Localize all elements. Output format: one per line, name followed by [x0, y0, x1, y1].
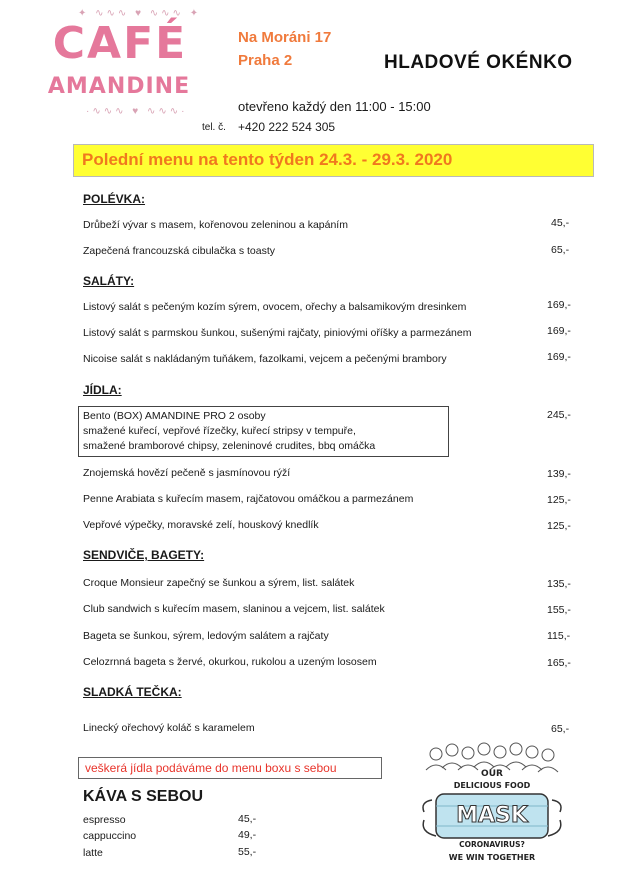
menu-item: Zapečená francouzská cibulačka s toasty — [83, 245, 276, 257]
coffee-price: 49,- — [238, 829, 257, 841]
page-title: HLADOVÉ OKÉNKO — [384, 52, 573, 73]
menu-item-price: 115,- — [547, 630, 571, 642]
crowd-doodle — [426, 743, 558, 772]
section-title-meals: JÍDLA: — [83, 383, 122, 397]
coffee-item: latte — [83, 847, 103, 859]
weekly-menu-banner: Polední menu na tento týden 24.3. - 29.3. 2020 — [73, 144, 594, 177]
menu-item-price: 169,- — [547, 351, 571, 363]
mask-text-together: WE WIN TOGETHER — [448, 853, 536, 862]
menu-item: Linecký ořechový koláč s karamelem — [83, 722, 255, 734]
section-title-salads: SALÁTY: — [83, 274, 135, 288]
phone-number: +420 222 524 305 — [238, 120, 336, 134]
takeaway-notice: veškerá jídla podáváme do menu boxu s sebou — [78, 757, 382, 779]
phone-label: tel. č. — [202, 122, 226, 133]
menu-item: Listový salát s parmskou šunkou, sušenými rajčaty, piniovými oříšky a parmezánem — [83, 327, 472, 339]
menu-item-price: 65,- — [551, 244, 570, 256]
coffee-item: cappuccino — [83, 830, 137, 842]
mask-text-word: MASK — [456, 803, 528, 828]
menu-item-price: 135,- — [547, 578, 571, 590]
menu-item-price: 169,- — [547, 325, 571, 337]
menu-item: Penne Arabiata s kuřecím masem, rajčatovou omáčkou a parmezánem — [83, 493, 414, 505]
address-city: Praha 2 — [238, 52, 293, 69]
section-title-soups: POLÉVKA: — [83, 192, 146, 206]
logo-amandine: AMANDINE — [47, 74, 191, 99]
opening-hours: otevřeno každý den 11:00 - 15:00 — [238, 99, 431, 114]
mask-text-our: OUR — [481, 769, 503, 779]
coffee-title: KÁVA S SEBOU — [83, 788, 204, 805]
menu-item-price: 45,- — [551, 217, 570, 229]
menu-item: Club sandwich s kuřecím masem, slaninou a vejcem, list. salátek — [83, 603, 385, 615]
coffee-price: 55,- — [238, 846, 257, 858]
bento-line: smažené bramborové chipsy, zeleninové crudites, bbq omáčka — [83, 440, 376, 452]
coffee-item: espresso — [83, 814, 126, 826]
menu-item-price: 169,- — [547, 299, 571, 311]
bento-box-item — [78, 406, 449, 457]
bento-line: smažené kuřecí, vepřové řízečky, kuřecí stripsy v tempuře, — [83, 425, 356, 437]
menu-item-price: 139,- — [547, 468, 571, 480]
section-title-sandwiches: SENDVIČE, BAGETY: — [83, 548, 205, 562]
menu-item: Znojemská hovězí pečeně s jasmínovou rýží — [83, 467, 291, 479]
menu-item-price: 65,- — [551, 723, 570, 735]
menu-item: Croque Monsieur zapečný se šunkou a sýrem, list. salátek — [83, 577, 355, 589]
bento-price: 245,- — [547, 409, 571, 421]
section-title-dessert: SLADKÁ TEČKA: — [83, 685, 182, 699]
menu-item-price: 155,- — [547, 604, 571, 616]
menu-item: Bageta se šunkou, sýrem, ledovým salátem a rajčaty — [83, 630, 329, 642]
coffee-price: 45,- — [238, 813, 257, 825]
menu-item: Nicoise salát s nakládaným tuňákem, fazolkami, vejcem a pečenými brambory — [83, 353, 447, 365]
menu-item-price: 125,- — [547, 494, 571, 506]
logo-cafe: CAFÉ — [52, 18, 188, 69]
mask-text-corona: CORONAVIRUS? — [459, 840, 525, 849]
logo-ornament-top: ✦ ∿∿∿ ♥ ∿∿∿ ✦ — [78, 8, 202, 19]
mask-text-food: DELICIOUS FOOD — [453, 781, 531, 790]
menu-item: Listový salát s pečeným kozím sýrem, ovocem, ořechy a balsamikovým dresinkem — [83, 301, 467, 313]
menu-item-price: 165,- — [547, 657, 571, 669]
menu-item: Drůbeží vývar s masem, kořenovou zeleninou a kapáním — [83, 219, 348, 231]
logo-ornament-bottom: ·∿∿∿ ♥ ∿∿∿· — [86, 106, 188, 117]
address-street: Na Moráni 17 — [238, 29, 332, 46]
menu-item: Celozrnná bageta s žervé, okurkou, rukolou a uzeným lososem — [83, 656, 377, 668]
mask-illustration — [418, 740, 566, 865]
menu-item: Vepřové výpečky, moravské zelí, houskový knedlík — [83, 519, 319, 531]
menu-item-price: 125,- — [547, 520, 571, 532]
bento-line: Bento (BOX) AMANDINE PRO 2 osoby — [83, 410, 266, 422]
